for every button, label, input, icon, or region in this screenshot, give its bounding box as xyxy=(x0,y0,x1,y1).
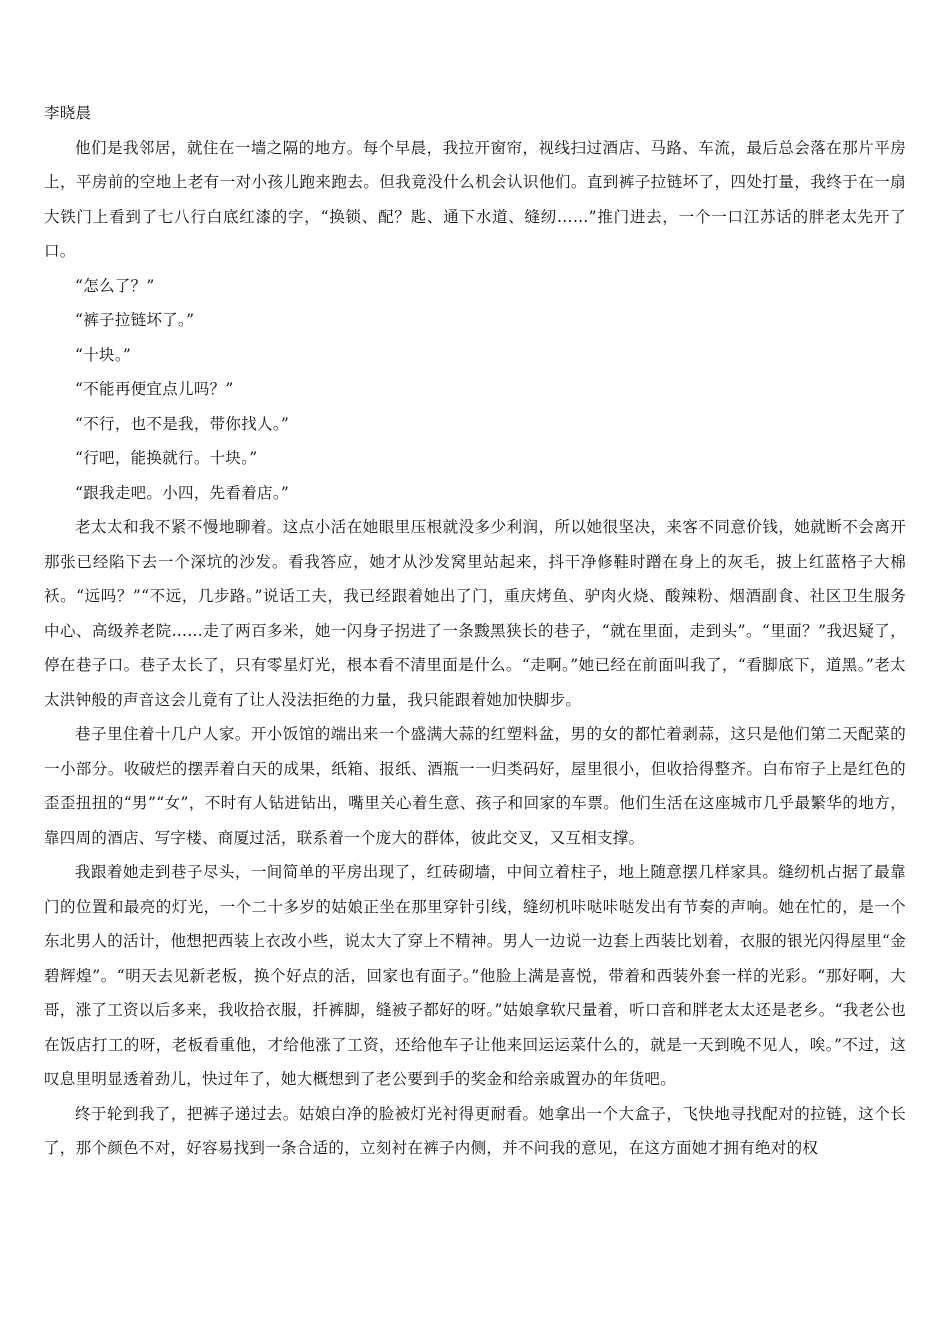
dialogue-line: “怎么了？” xyxy=(75,276,155,295)
author-name: 李晓晨 xyxy=(44,104,92,122)
dialogue-line: “行吧，能换就行。十块。” xyxy=(75,449,258,467)
dialogue-line: “不能再便宜点儿吗？” xyxy=(75,380,234,398)
paragraph-tailor: 我跟着她走到巷子尽头，一间简单的平房出现了，红砖砌墙，中间立着柱子，地上随意摆几样家具。缝纫机占据了最靠门的位置和最亮的灯光，一个二十多岁的姑娘正坐在那里穿针引线，缝纫机咔哒咔哒发出有节奏的声响。她在忙的，是一个东北男人的活计，他想把西装上衣改小些，说太大了穿上不精神。男人一边说一边套上西装比划着，衣服的银光闪得屋里“金碧辉煌”。“明天去见新老板，换个好点的活，回家也有面子。”他脸上满是喜悦，带着和西装外套一样的光彩。“那好啊，大哥，涨了工资以后多来，我收拾衣服，扦裤脚，缝被子都好的呀。”姑娘拿软尺量着，听口音和胖老太太还是老乡。“我老公也在饭店打工的呀，老板看重他，才给他涨了工资，还给他车子让他来回运运菜什么的，就是一天到晚不见人，唉。”不过，这叹息里明显透着劲儿，快过年了，她大概想到了老公要到手的奖金和给亲戚置办的年货吧。 xyxy=(44,863,906,1088)
paragraph-intro: 他们是我邻居，就住在一墙之隔的地方。每个早晨，我拉开窗帘，视线扫过酒店、马路、车流，最后总会落在那片平房上，平房前的空地上老有一对小孩儿跑来跑去。但我竟没什么机会认识他们。直到裤子拉链坏了，四处打量，我终于在一扇大铁门上看到了七八行白底红漆的字，“换锁、配？匙、通下水道、缝纫……”推门进去，一个一口江苏话的胖老太先开了口。 xyxy=(44,138,906,260)
dialogue-line: “十块。” xyxy=(75,345,132,364)
dialogue-line: “裤子拉链坏了。” xyxy=(75,311,195,329)
paragraph-alley: 巷子里住着十几户人家。开小饭馆的端出来一个盛满大蒜的红塑料盆，男的女的都忙着剥蒜，这只是他们第二天配菜的一小部分。收破烂的摆弄着白天的成果，纸箱、报纸、酒瓶一一归类码好，屋里很小，但收拾得整齐。白布帘子上是红色的歪歪扭扭的“男”“女”，不时有人钻进钻出，嘴里关心着生意、孩子和回家的车票。他们生活在这座城市几乎最繁华的地方，靠四周的酒店、写字楼、商厦过活，联系着一个庞大的群体，彼此交叉，又互相支撑。 xyxy=(44,725,906,847)
paragraph-zipper: 终于轮到我了，把裤子递过去。姑娘白净的脸被灯光衬得更耐看。她拿出一个大盒子，飞快地寻找配对的拉链，这个长了，那个颜色不对，好容易找到一条合适的，立刻衬在裤子内侧，并不问我的意见，在这方面她才拥有绝对的权 xyxy=(44,1104,906,1157)
dialogue-line: “跟我走吧。小四，先看着店。” xyxy=(75,483,290,502)
paragraph-walk: 老太太和我不紧不慢地聊着。这点小活在她眼里压根就没多少利润，所以她很坚决，来客不同意价钱，她就断不会离开那张已经陷下去一个深坑的沙发。看我答应，她才从沙发窝里站起来，抖干净修鞋时蹭在身上的灰毛，披上红蓝格子大棉袄。“远吗？”“不远，几步路。”说话工夫，我已经跟着她出了门，重庆烤鱼、驴肉火烧、酸辣粉、烟酒副食、社区卫生服务中心、高级养老院……走了两百多米，她一闪身子拐进了一条黢黑狭长的巷子，“就在里面，走到头”。“里面？”我迟疑了，停在巷子口。巷子太长了，只有零星灯光，根本看不清里面是什么。“走啊。”她已经在前面叫我了，“看脚底下，道黑。”老太太洪钟般的声音这会儿竟有了让人没法拒绝的力量，我只能跟着她加快脚步。 xyxy=(44,518,906,709)
dialogue-line: “不行，也不是我，带你找人。” xyxy=(75,414,290,433)
